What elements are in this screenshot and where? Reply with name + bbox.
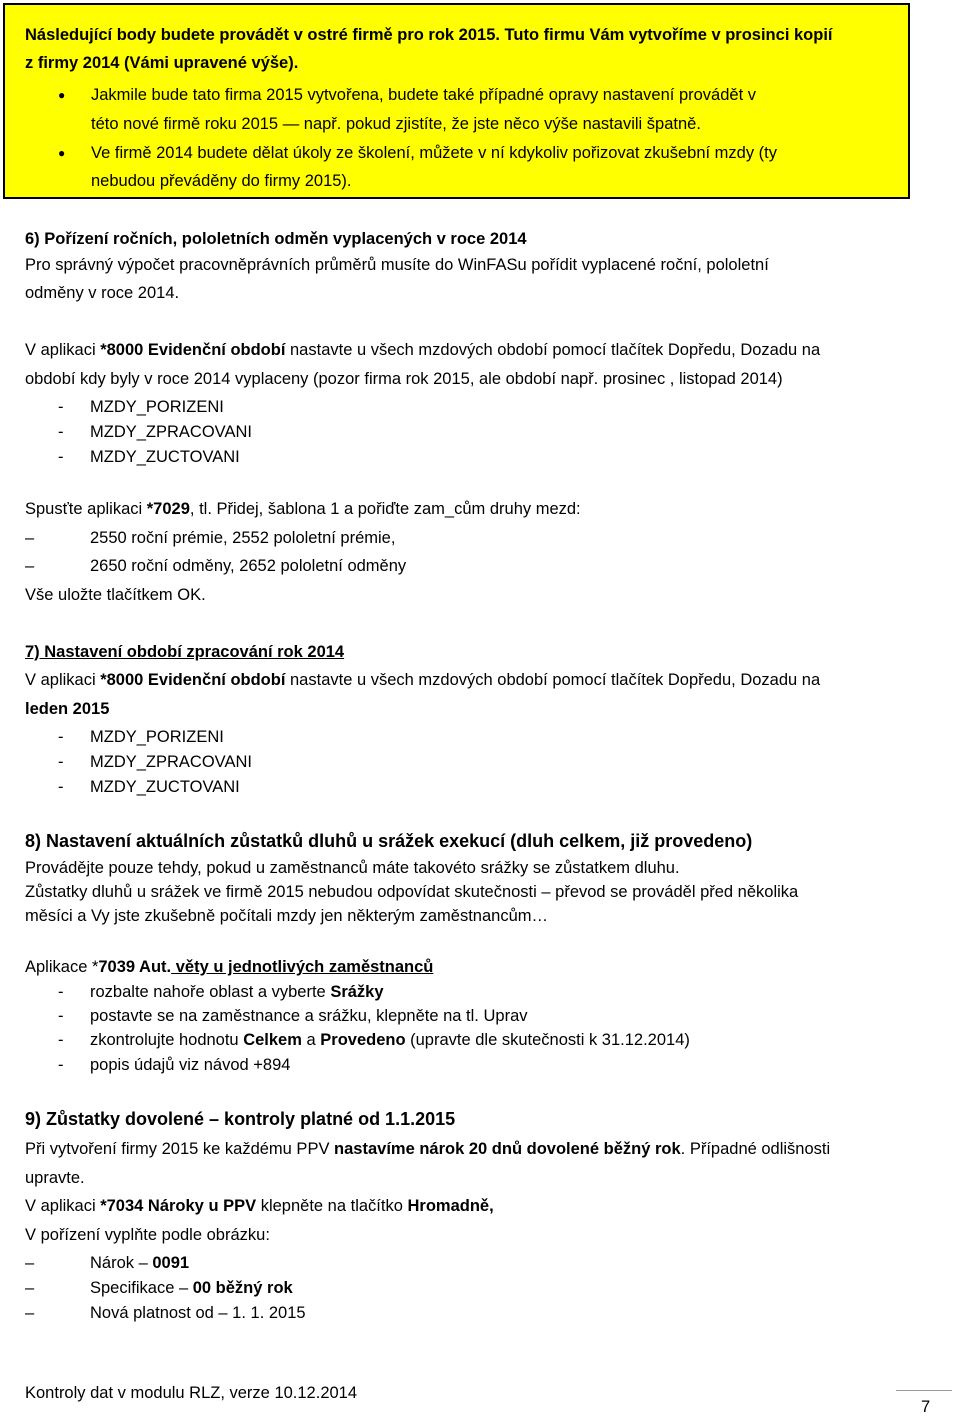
section9-p2: V aplikaci *7034 Nároky u PPV klepněte na tlačítko Hromadně, [25, 1197, 494, 1215]
list-item: MZDY_ZPRACOVANI [90, 423, 252, 441]
section6-p2-line1: V aplikaci *8000 Evidenční období nastavte u všech mzdových období pomocí tlačítek Dopředu, Dozadu na [25, 341, 821, 359]
section8-p2-line1: Zůstatky dluhů u srážek ve firmě 2015 nebudou odpovídat skutečnosti – převod se prováděl před několika [25, 883, 799, 901]
footer-title: Kontroly dat v modulu RLZ, verze 10.12.2014 [25, 1384, 358, 1402]
section8-p2-line2: měsíci a Vy jste zkušebně počítali mzdy jen některým zaměstnancům… [25, 907, 549, 925]
section6-p1-line1: Pro správný výpočet pracovněprávních průměrů musíte do WinFASu pořídit vyplacené roční, pololetní [25, 256, 769, 274]
list-item: MZDY_PORIZENI [90, 398, 224, 416]
list-item: MZDY_ZUCTOVANI [90, 448, 240, 466]
section7-p-line2: leden 2015 [25, 700, 110, 718]
note-intro-line2: z firmy 2014 (Vámi upravené výše). [25, 54, 299, 72]
section8-heading: 8) Nastavení aktuálních zůstatků dluhů u srážek exekucí (dluh celkem, již provedeno) [25, 831, 753, 851]
list-item: MZDY_ZUCTOVANI [90, 778, 240, 796]
page-number: 7 [921, 1398, 931, 1416]
section8-app: Aplikace *7039 Aut. věty u jednotlivých zaměstnanců [25, 958, 434, 976]
list-item: postavte se na zaměstnance a srážku, klepněte na tl. Uprav [90, 1007, 528, 1025]
section6-p2-line2: období kdy byly v roce 2014 vyplaceny (pozor firma rok 2015, ale období např. prosinec , listopad 2014) [25, 370, 783, 388]
list-item: Specifikace – 00 běžný rok [90, 1279, 293, 1297]
note-bullet2-line1: Ve firmě 2014 budete dělat úkoly ze školení, můžete v ní kdykoliv pořizovat zkušební mzdy (ty [91, 144, 778, 162]
note-bullet1-line2: této nové firmě roku 2015 — např. pokud zjistíte, že jste něco výše nastavili špatně. [91, 115, 701, 133]
section9-heading: 9) Zůstatky dovolené – kontroly platné od 1.1.2015 [25, 1109, 456, 1129]
note-intro-line1: Následující body budete provádět v ostré firmě pro rok 2015. Tuto firmu Vám vytvoříme v prosinci kopií [25, 26, 833, 44]
list-item: rozbalte nahoře oblast a vyberte Srážky [90, 983, 384, 1001]
section6-heading: 6) Pořízení ročních, pololetních odměn vyplacených v roce 2014 [25, 230, 527, 248]
wage-item: 2550 roční prémie, 2552 pololetní prémie, [90, 529, 396, 547]
wage-item: 2650 roční odměny, 2652 pololetní odměny [90, 557, 407, 575]
note-bullet2-line2: nebudou převáděny do firmy 2015). [91, 172, 352, 190]
list-item: Nová platnost od – 1. 1. 2015 [90, 1304, 306, 1322]
section7-p-line1: V aplikaci *8000 Evidenční období nastavte u všech mzdových období pomocí tlačítek Dopředu, Dozadu na [25, 671, 821, 689]
section9-p1-line2: upravte. [25, 1169, 85, 1187]
section8-p1: Provádějte pouze tehdy, pokud u zaměstnanců máte takovéto srážky se zůstatkem dluhu. [25, 859, 680, 877]
section6-p1-line2: odměny v roce 2014. [25, 284, 180, 302]
list-item: MZDY_ZPRACOVANI [90, 753, 252, 771]
list-item: MZDY_PORIZENI [90, 728, 224, 746]
footer-rule [896, 1390, 952, 1391]
list-item: zkontrolujte hodnotu Celkem a Provedeno (upravte dle skutečnosti k 31.12.2014) [90, 1031, 690, 1049]
bullet-icon: ● [58, 146, 66, 160]
bullet-icon: ● [58, 88, 66, 102]
section9-p1-line1: Při vytvoření firmy 2015 ke každému PPV nastavíme nárok 20 dnů dovolené běžný rok. Případné odlišnosti [25, 1140, 831, 1158]
list-item: Nárok – 0091 [90, 1254, 190, 1272]
document-page: Následující body budete provádět v ostré firmě pro rok 2015. Tuto firmu Vám vytvoříme v prosinci kopií z firmy 2014 (Vámi upravené výše). ● Jakmile bude tato firma 2015 vytvořena, budete také případné opravy nastavení provádět v této nové firmě roku 2015 — např. pokud zjistíte, že jste něco výše nastavili špatně. ● Ve firmě 2014 budete dělat úkoly ze školení, můžete v ní kdykoliv pořizovat zkušební mzdy (ty nebudou převáděny do firmy 2015). 6) Pořízení ročních, pololetních odměn vyplacených v roce 2014 Pro správný výpočet pracovněprávních průměrů musíte do WinFASu pořídit vyplacené roční, pololetní odměny v roce 2014. V aplikaci *8000 Evidenční období nastavte u všech mzdových období pomocí tlačítek Dopředu, Dozadu na období kdy byly v roce 2014 vyplaceny (pozor firma rok 2015, ale období např. prosinec , listopad 2014) - MZDY_PORIZENI - MZDY_ZPRACOVANI - MZDY_ZUCTOVANI Spusťte aplikaci *7029, tl. Přidej, šablona 1 a pořiďte zam_cům druhy mezd: – 2550 roční prémie, 2552 pololetní prémie, – 2650 roční odměny, 2652 pololetní odměny Vše uložte tlačítkem OK. 7) Nastavení období zpracování rok 2014 V aplikaci *8000 Evidenční období nastavte u všech mzdových období pomocí tlačítek Dopředu, Dozadu na leden 2015 - MZDY_PORIZENI - MZDY_ZPRACOVANI - MZDY_ZUCTOVANI 8) Nastavení aktuálních zůstatků dluhů u srážek exekucí (dluh celkem, již provedeno) Provádějte pouze tehdy, pokud u zaměstnanců máte takovéto srážky se zůstatkem dluhu. Zůstatky dluhů u srážek ve firmě 2015 nebudou odpovídat skutečnosti – převod se prováděl před několika měsíci a Vy jste zkušebně počítali mzdy jen některým zaměstnancům… Aplikace *7039 Aut. věty u jednotlivých zaměstnanců - rozbalte nahoře oblast a vyberte Srážky - postavte se na zaměstnance a srážku, klepněte na tl. Uprav - zkontrolujte hodnotu Celkem a Provedeno (upravte dle skutečnosti k 31.12.2014) - popis údajů viz návod +894 9) Zůstatky dovolené – kontroly platné od 1.1.2015 Při vytvoření firmy 2015 ke každému PPV nastavíme nárok 20 dnů dovolené běžný rok. Případné odlišnosti upravte. V aplikaci *7034 Nároky u PPV klepněte na tlačítko Hromadně, V pořízení vyplňte podle obrázku: – Nárok – 0091 – Specifikace – 00 běžný rok – Nová platnost od – 1. 1. 2015 Kontroly dat v modulu RLZ, verze 10.12.2014 7 [0, 0, 960, 1416]
section9-p3: V pořízení vyplňte podle obrázku: [25, 1226, 270, 1244]
list-item: popis údajů viz návod +894 [90, 1056, 291, 1074]
section6-p4: Vše uložte tlačítkem OK. [25, 586, 206, 604]
section7-heading: 7) Nastavení období zpracování rok 2014 [25, 643, 345, 661]
note-bullet1-line1: Jakmile bude tato firma 2015 vytvořena, budete také případné opravy nastavení provádět v [91, 86, 756, 104]
section6-p3: Spusťte aplikaci *7029, tl. Přidej, šablona 1 a pořiďte zam_cům druhy mezd: [25, 500, 581, 518]
